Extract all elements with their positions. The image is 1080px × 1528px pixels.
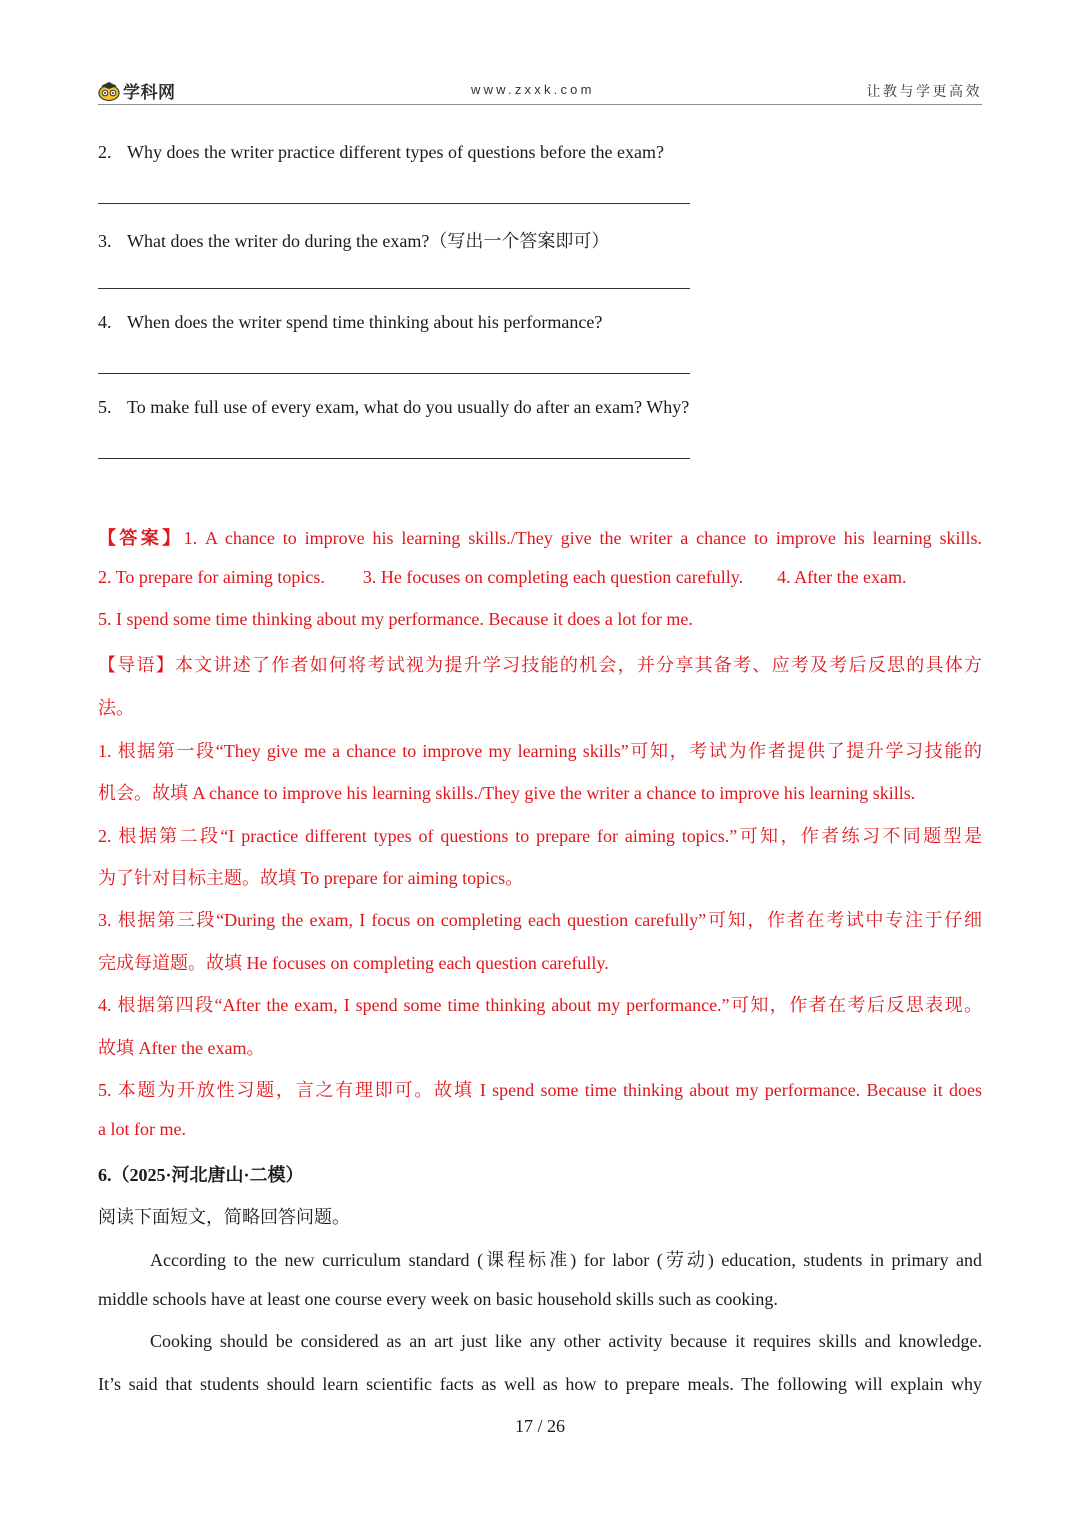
- answer-1: 1. A chance to improve his learning skills./They give the writer a chance to improve his learning skills.: [183, 528, 983, 548]
- explanation-2-line-1: 2. 根据第二段“I practice different types of questions to prepare for aiming topics.”可知，作者练习不同题型是: [98, 826, 982, 846]
- passage-p1-line-1: According to the new curriculum standard (课程标准) for labor (劳动) education, students in primary and: [150, 1250, 982, 1270]
- explanation-1-line-1: 1. 根据第一段“They give me a chance to improve my learning skills”可知，考试为作者提供了提升学习技能的: [98, 741, 982, 761]
- question-number: 3.: [98, 231, 112, 251]
- page-number: 17 / 26: [514, 1416, 565, 1436]
- slogan: 让教与学更高效: [866, 84, 982, 100]
- explanation-4-line-1: 4. 根据第四段“After the exam, I spend some time thinking about my performance.”可知，作者在考后反思表现。: [98, 995, 982, 1015]
- explanation-1-line-2: 机会。故填 A chance to improve his learning skills./They give the writer a chance to improve his learning skills.: [98, 783, 916, 803]
- explanation-3-line-2: 完成每道题。故填 He focuses on completing each question carefully.: [98, 953, 609, 973]
- explanation-3-line-1: 3. 根据第三段“During the exam, I focus on completing each question carefully”可知，作者在考试中专注于仔细: [98, 910, 982, 930]
- question-5: [98, 397, 689, 418]
- answer-label: 【答案】: [98, 528, 184, 548]
- passage-p2-line-2: It’s said that students should learn scientific facts as well as how to prepare meals. The following will explain why: [98, 1374, 982, 1394]
- answer-line: [98, 288, 690, 289]
- explanation-5-line-1: 5. 本题为开放性习题，言之有理即可。故填 I spend some time thinking about my performance. Because it does: [98, 1080, 982, 1100]
- passage-p2-line-1: Cooking should be considered as an art just like any other activity because it requires skills and knowledge.: [150, 1331, 982, 1351]
- logo-icon: [98, 81, 120, 101]
- site-url[interactable]: www.zxxk.com: [471, 82, 595, 97]
- answer-5: 5. I spend some time thinking about my performance. Because it does a lot for me.: [98, 609, 693, 629]
- guide-line-2: 法。: [98, 698, 134, 718]
- question-text: What does the writer do during the exam?（写出一个答案即可）: [127, 231, 610, 251]
- question-number: 5.: [98, 397, 112, 417]
- question-number: 4.: [98, 312, 112, 332]
- guide-line-1: 【导语】本文讲述了作者如何将考试视为提升学习技能的机会，并分享其备考、应考及考后反思的具体方: [98, 655, 982, 675]
- answer-line-1: [98, 524, 982, 550]
- passage-p1-line-2: middle schools have at least one course every week on basic household skills such as cooking.: [98, 1289, 778, 1309]
- section-6-title: 6.（2025·河北唐山·二模）: [98, 1165, 304, 1185]
- question-3: [98, 227, 609, 253]
- logo: [98, 78, 176, 103]
- answer-line: [98, 373, 690, 374]
- explanation-5-line-2: a lot for me.: [98, 1119, 186, 1139]
- question-text: To make full use of every exam, what do you usually do after an exam? Why?: [127, 397, 690, 417]
- explanation-2-line-2: 为了针对目标主题。故填 To prepare for aiming topics。: [98, 868, 524, 888]
- question-number: 2.: [98, 142, 112, 162]
- answer-line: [98, 203, 690, 204]
- question-2: [98, 142, 664, 163]
- answer-4: 4. After the exam.: [777, 567, 907, 587]
- explanation-4-line-2: 故填 After the exam。: [98, 1038, 265, 1058]
- logo-text: 学科网: [123, 83, 176, 103]
- question-text: When does the writer spend time thinking about his performance?: [127, 312, 603, 332]
- question-text: Why does the writer practice different types of questions before the exam?: [127, 142, 664, 162]
- question-4: [98, 312, 602, 333]
- answer-3: 3. He focuses on completing each question carefully.: [362, 567, 744, 587]
- section-6-instruction: 阅读下面短文，简略回答问题。: [98, 1207, 350, 1227]
- page-header: [98, 76, 982, 105]
- answer-line-2: [98, 567, 982, 588]
- answer-line: [98, 458, 690, 459]
- answer-2: 2. To prepare for aiming topics.: [98, 567, 325, 587]
